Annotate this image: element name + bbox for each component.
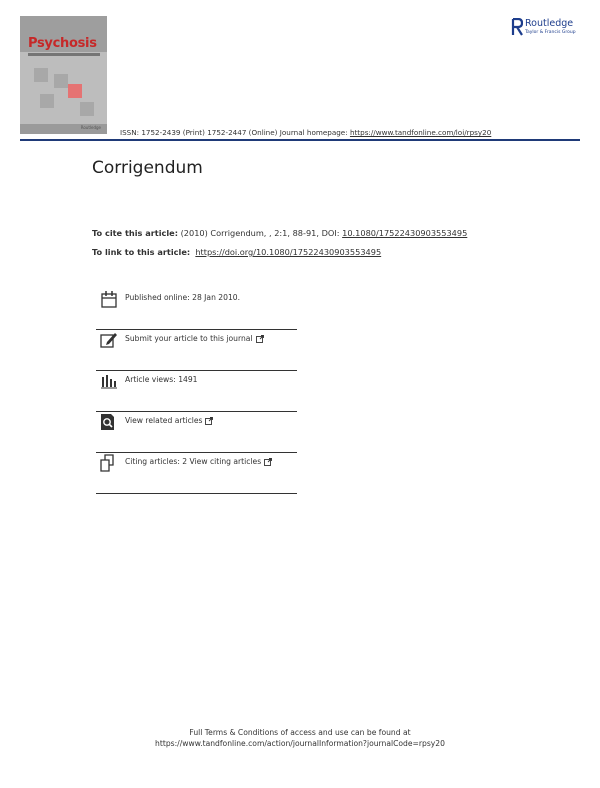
article-url-link[interactable]: https://doi.org/10.1080/17522430903553495: [195, 247, 382, 257]
cover-square: [40, 94, 54, 108]
cover-journal-title: Psychosis: [28, 36, 97, 51]
doi-link[interactable]: 10.1080/17522430903553495: [342, 228, 468, 238]
journal-homepage-link[interactable]: https://www.tandfonline.com/loi/rpsy20: [349, 128, 492, 137]
citing-icon: [100, 454, 118, 472]
info-item-related[interactable]: [96, 413, 297, 453]
search-document-icon: [100, 413, 118, 431]
cover-square: [80, 102, 94, 116]
article-link-line: [92, 247, 381, 257]
article-title: Corrigendum: [92, 158, 203, 178]
info-item-citing[interactable]: [96, 454, 297, 494]
divider: [96, 493, 297, 494]
calendar-icon: [100, 290, 118, 308]
citing-articles-text: Citing articles: 2 View citing articles: [125, 457, 262, 466]
header-rule: [20, 139, 580, 141]
cover-square-accent: [68, 84, 82, 98]
cover-square: [54, 74, 68, 88]
citation-text: (2010) Corrigendum, , 2:1, 88-91, DOI:: [178, 228, 343, 238]
external-link-icon: [205, 417, 213, 425]
info-item-published: [96, 290, 297, 330]
citing-articles-link[interactable]: [125, 457, 272, 466]
journal-cover: [20, 16, 107, 134]
footer-terms-text: Full Terms & Conditions of access and use can be found at: [189, 728, 411, 737]
edit-icon: [100, 331, 118, 349]
bar-chart-icon: [100, 372, 118, 390]
divider: [96, 329, 297, 330]
issn-text: ISSN: 1752-2439 (Print) 1752-2447 (Online) Journal homepage:: [120, 128, 350, 137]
related-articles-text: View related articles: [125, 416, 203, 425]
divider: [96, 411, 297, 412]
logo-name: Routledge: [525, 18, 574, 29]
footer-terms-link[interactable]: https://www.tandfonline.com/action/journalInformation?journalCode=rpsy20: [155, 739, 445, 748]
link-label: To link to this article:: [92, 247, 191, 257]
cover-square: [34, 68, 48, 82]
cover-subtitle-line: [28, 53, 100, 56]
info-item-submit[interactable]: [96, 331, 297, 371]
info-item-views: [96, 372, 297, 412]
external-link-icon: [256, 335, 264, 343]
footer: [0, 727, 600, 749]
issn-line: [120, 128, 491, 137]
published-online-text: Published online: 28 Jan 2010.: [125, 293, 241, 302]
routledge-logo-icon: [511, 18, 523, 36]
citation-label: To cite this article:: [92, 228, 178, 238]
logo-tagline: Taylor & Francis Group: [525, 30, 576, 35]
divider: [96, 452, 297, 453]
related-articles-link[interactable]: [125, 416, 213, 425]
submit-article-link[interactable]: [125, 334, 264, 343]
cover-publisher: Routledge: [80, 125, 101, 130]
routledge-logo[interactable]: [511, 18, 586, 46]
article-views-text: Article views: 1491: [125, 375, 198, 384]
external-link-icon: [264, 458, 272, 466]
divider: [96, 370, 297, 371]
citation-line: [92, 228, 467, 238]
submit-article-text: Submit your article to this journal: [125, 334, 253, 343]
